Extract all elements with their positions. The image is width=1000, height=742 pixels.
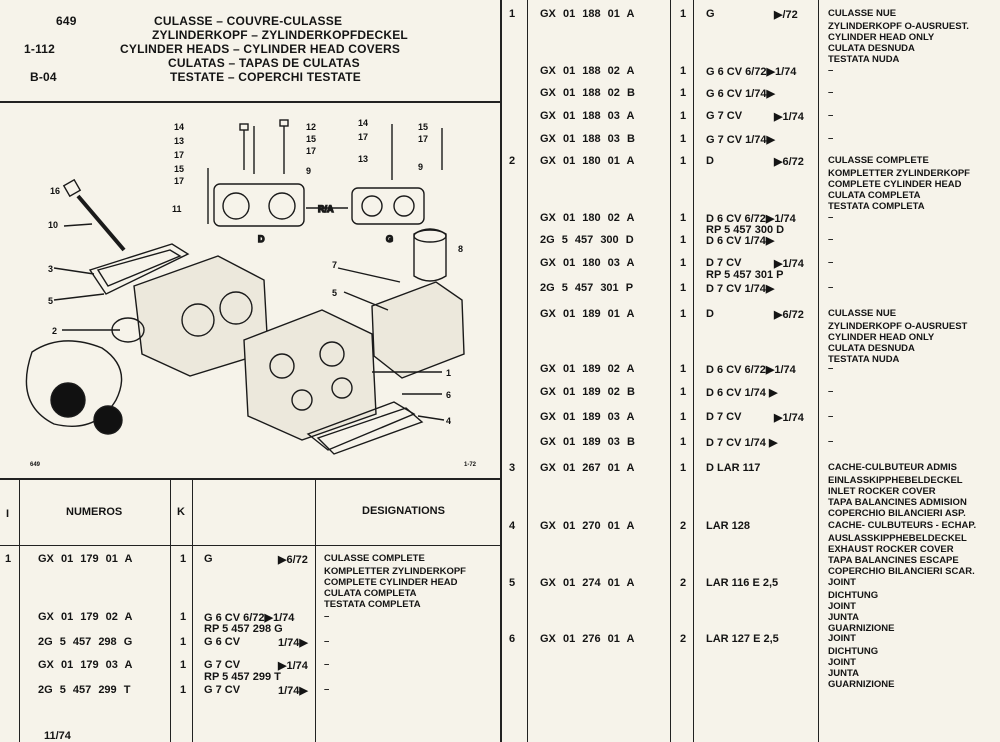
designation-line: KOMPLETTER ZYLINDERKOPF [828,168,970,179]
diagram-label-d: D [258,234,265,244]
row-variant: G 6 CV 1/74▶ [706,88,775,100]
callout-16: 16 [50,186,61,196]
part-number: 2G 5 457 299 T [38,684,131,696]
designation-line: DICHTUNG [828,646,879,657]
callout-8: 8 [458,244,464,254]
designation-line: COPERCHIO BILANCIERI SCAR. [828,566,975,577]
figure-reference: 1-72 [464,462,477,468]
designation-line: TESTATA COMPLETA [828,201,925,212]
designation-title: – [324,611,330,622]
row-variant: G 7 CV 1/74▶ [706,134,775,146]
row-quantity: 2 [680,577,687,589]
part-number: GX 01 188 02 A [540,65,635,77]
row-variant: G 6 CV 6/72▶1/74 [204,612,295,624]
row-quantity: 1 [680,436,687,448]
col-line [19,478,20,742]
designation-title: JOINT [828,577,856,588]
row-variant: D 7 CV 1/74 ▶ [706,437,778,449]
row-quantity: 1 [680,8,687,20]
row-replacement-part: RP 5 457 301 P [706,269,784,281]
callout-5: 5 [48,296,54,306]
part-number: GX 01 270 01 A [540,520,635,532]
row-index: 4 [509,520,516,532]
designation-line: CYLINDER HEAD ONLY [828,332,935,343]
callout-13: 13 [174,136,185,146]
designation-title: CULASSE COMPLETE [324,553,425,564]
designation-title: – [828,386,834,397]
row-date: ▶1/74 [774,111,804,123]
row-quantity: 1 [180,659,187,671]
callout-17b: 17 [174,176,185,186]
callout-13b: 13 [358,154,369,164]
title-it: TESTATE – COPERCHI TESTATE [170,70,361,84]
designation-line: TAPA BALANCINES ESCAPE [828,555,959,566]
part-number: GX 01 179 02 A [38,611,133,623]
row-variant: G 6 CV [204,636,241,648]
designation-line: INLET ROCKER COVER [828,486,936,497]
part-number: 2G 5 457 298 G [38,636,133,648]
row-variant: G [706,8,715,20]
designation-title: – [828,234,834,245]
part-number: GX 01 189 01 A [540,308,635,320]
designation-title: JOINT [828,633,856,644]
col-line [192,478,193,742]
center-divider [500,0,502,742]
part-number: GX 01 179 01 A [38,553,133,565]
designation-title: – [324,659,330,670]
row-date: ▶1/74 [774,412,804,424]
part-number: GX 01 189 02 A [540,363,635,375]
row-index: 3 [509,462,516,474]
row-quantity: 1 [680,363,687,375]
designation-title: – [324,636,330,647]
row-quantity: 1 [680,386,687,398]
col-line [315,478,316,742]
callout-3: 3 [48,264,54,274]
exploded-parts-diagram [2,104,498,476]
callout-5b: 5 [332,288,338,298]
col-line [170,478,171,742]
part-number: GX 01 189 03 B [540,436,635,448]
row-quantity: 1 [680,155,687,167]
row-date: ▶6/72 [278,554,308,566]
callout-9: 9 [306,166,312,176]
part-number: GX 01 274 01 A [540,577,635,589]
col-line [670,0,671,742]
row-variant: D 6 CV 6/72▶1/74 [706,213,796,225]
part-number: GX 01 188 03 A [540,110,635,122]
row-quantity: 1 [180,684,187,696]
designation-title: – [324,684,330,695]
designation-line: ZYLINDERKOPF O-AUSRUEST [828,321,968,332]
title-fr: CULASSE – COUVRE-CULASSE [154,14,343,28]
callout-17e: 17 [418,134,429,144]
callout-17c: 17 [306,146,317,156]
designation-title: – [828,436,834,447]
callout-17d: 17 [358,132,369,142]
designation-title: CULASSE NUE [828,8,897,19]
row-quantity: 1 [180,636,187,648]
callout-10: 10 [48,220,59,230]
callout-6: 6 [446,390,452,400]
row-quantity: 2 [680,633,687,645]
part-number: GX 01 189 03 A [540,411,635,423]
title-de: ZYLINDERKOPF – ZYLINDERKOPFDECKEL [152,28,408,42]
designation-title: CACHE-CULBUTEUR ADMIS [828,462,957,473]
row-date: 1/74▶ [278,637,308,649]
designation-line: JUNTA [828,668,859,679]
row-variant: D [706,155,714,167]
row-date: ▶6/72 [774,309,804,321]
row-date: 1/74▶ [278,685,308,697]
row-quantity: 1 [180,611,187,623]
row-quantity: 1 [680,282,687,294]
row-index: 5 [509,577,516,589]
row-variant: G 7 CV [204,659,241,671]
designation-title: CULASSE COMPLETE [828,155,929,166]
designation-line: AUSLASSKIPPHEBELDECKEL [828,533,967,544]
designation-title: – [828,363,834,374]
row-variant: D [706,308,714,320]
designation-line: TAPA BALANCINES ADMISION [828,497,967,508]
part-number: 2G 5 457 301 P [540,282,634,294]
row-variant: G 6 CV 6/72▶1/74 [706,66,797,78]
row-variant: D 7 CV [706,257,742,269]
designation-line: CULATA DESNUDA [828,43,915,54]
designation-line: COPERCHIO BILANCIERI ASP. [828,508,966,519]
row-variant: D 7 CV [706,411,742,423]
footer-date: 11/74 [44,730,71,742]
row-variant: D 6 CV 1/74▶ [706,235,775,247]
designation-title: – [828,87,834,98]
callout-15b: 15 [306,134,317,144]
diagram-label-g: G [386,234,394,244]
row-variant: LAR 116 E 2,5 [706,577,779,589]
designation-line: KOMPLETTER ZYLINDERKOPF [324,566,466,577]
row-date: ▶/72 [774,9,798,21]
designation-line: COMPLETE CYLINDER HEAD [324,577,458,588]
page-number: 649 [56,14,77,28]
row-variant: G 7 CV [204,684,241,696]
part-number: GX 01 276 01 A [540,633,635,645]
title-es: CULATAS – TAPAS DE CULATAS [168,56,360,70]
diagram-arrow-label: R/A [318,204,334,214]
callout-9b: 9 [418,162,424,172]
callout-4: 4 [446,416,452,426]
col-line [527,0,528,742]
designation-line: CULATA DESNUDA [828,343,915,354]
row-quantity: 1 [680,308,687,320]
row-variant: D 7 CV 1/74▶ [706,283,775,295]
designation-line: TESTATA NUDA [828,354,900,365]
row-quantity: 1 [680,257,687,269]
row-index: 2 [509,155,516,167]
callout-17: 17 [174,150,185,160]
designation-line: CYLINDER HEAD ONLY [828,32,935,43]
col-header-numeros: NUMEROS [66,506,123,518]
part-number: GX 01 188 02 B [540,87,635,99]
row-quantity: 1 [680,87,687,99]
callout-12: 12 [306,122,317,132]
part-number: GX 01 180 03 A [540,257,635,269]
designation-line: ZYLINDERKOPF O-AUSRUEST. [828,21,969,32]
callout-2: 2 [52,326,58,336]
designation-line: JUNTA [828,612,859,623]
row-quantity: 2 [680,520,687,532]
row-date: ▶1/74 [278,660,308,672]
callout-15: 15 [174,164,185,174]
designation-line: JOINT [828,601,856,612]
row-variant: G [204,553,213,565]
designation-line: JOINT [828,657,856,668]
row-quantity: 1 [180,553,187,565]
row-replacement-part: RP 5 457 299 T [204,671,281,683]
designation-line: EINLASSKIPPHEBELDECKEL [828,475,963,486]
row-quantity: 1 [680,411,687,423]
designation-line: GUARNIZIONE [828,623,895,634]
designation-line: EXHAUST ROCKER COVER [828,544,954,555]
designation-title: – [828,133,834,144]
row-replacement-part: RP 5 457 300 D [706,224,785,236]
row-index: 6 [509,633,516,645]
designation-line: TESTATA NUDA [828,54,900,65]
row-date: ▶6/72 [774,156,804,168]
designation-line: TESTATA COMPLETA [324,599,421,610]
title-en: CYLINDER HEADS – CYLINDER HEAD COVERS [120,42,401,56]
designation-line: CULATA COMPLETA [828,190,921,201]
row-index: 1 [509,8,516,20]
designation-title: – [828,110,834,121]
row-variant: G 7 CV [706,110,743,122]
designation-line: GUARNIZIONE [828,679,895,690]
part-number: GX 01 267 01 A [540,462,635,474]
row-replacement-part: RP 5 457 298 G [204,623,283,635]
designation-title: – [828,212,834,223]
row-quantity: 1 [680,212,687,224]
diagram-divider [0,478,500,480]
designation-line: DICHTUNG [828,590,879,601]
col-header-i: I [6,508,10,520]
callout-14: 14 [174,122,185,132]
row-quantity: 1 [680,462,687,474]
part-number: GX 01 179 03 A [38,659,133,671]
callout-15c: 15 [418,122,429,132]
part-number: 2G 5 457 300 D [540,234,634,246]
table-header-divider [0,545,500,546]
row-quantity: 1 [680,133,687,145]
row-quantity: 1 [680,65,687,77]
designation-title: – [828,257,834,268]
figure-number: 649 [30,462,41,468]
designation-line: CULATA COMPLETA [324,588,417,599]
part-number: GX 01 189 02 B [540,386,635,398]
part-number: GX 01 180 02 A [540,212,635,224]
row-quantity: 1 [680,110,687,122]
col-line [693,0,694,742]
designation-line: COMPLETE CYLINDER HEAD [828,179,962,190]
row-index: 1 [5,553,12,565]
reference-2: B-04 [30,70,57,84]
col-header-designations: DESIGNATIONS [362,505,445,517]
reference-1: 1-112 [24,42,56,56]
col-line [818,0,819,742]
row-variant: D 6 CV 1/74 ▶ [706,387,778,399]
designation-title: CULASSE NUE [828,308,897,319]
part-number: GX 01 188 03 B [540,133,635,145]
row-variant: D 6 CV 6/72▶1/74 [706,364,796,376]
row-quantity: 1 [680,234,687,246]
designation-title: – [828,282,834,293]
row-variant: D LAR 117 [706,462,761,474]
designation-title: – [828,411,834,422]
designation-title: – [828,65,834,76]
callout-1: 1 [446,368,452,378]
callout-11: 11 [172,204,182,214]
callout-7: 7 [332,260,338,270]
row-variant: LAR 127 E 2,5 [706,633,779,645]
callout-14b: 14 [358,118,369,128]
row-date: ▶1/74 [774,258,804,270]
header-divider [0,101,500,103]
designation-title: CACHE- CULBUTEURS - ECHAP. [828,520,977,531]
part-number: GX 01 180 01 A [540,155,635,167]
row-variant: LAR 128 [706,520,751,532]
col-header-k: K [177,506,185,518]
part-number: GX 01 188 01 A [540,8,635,20]
